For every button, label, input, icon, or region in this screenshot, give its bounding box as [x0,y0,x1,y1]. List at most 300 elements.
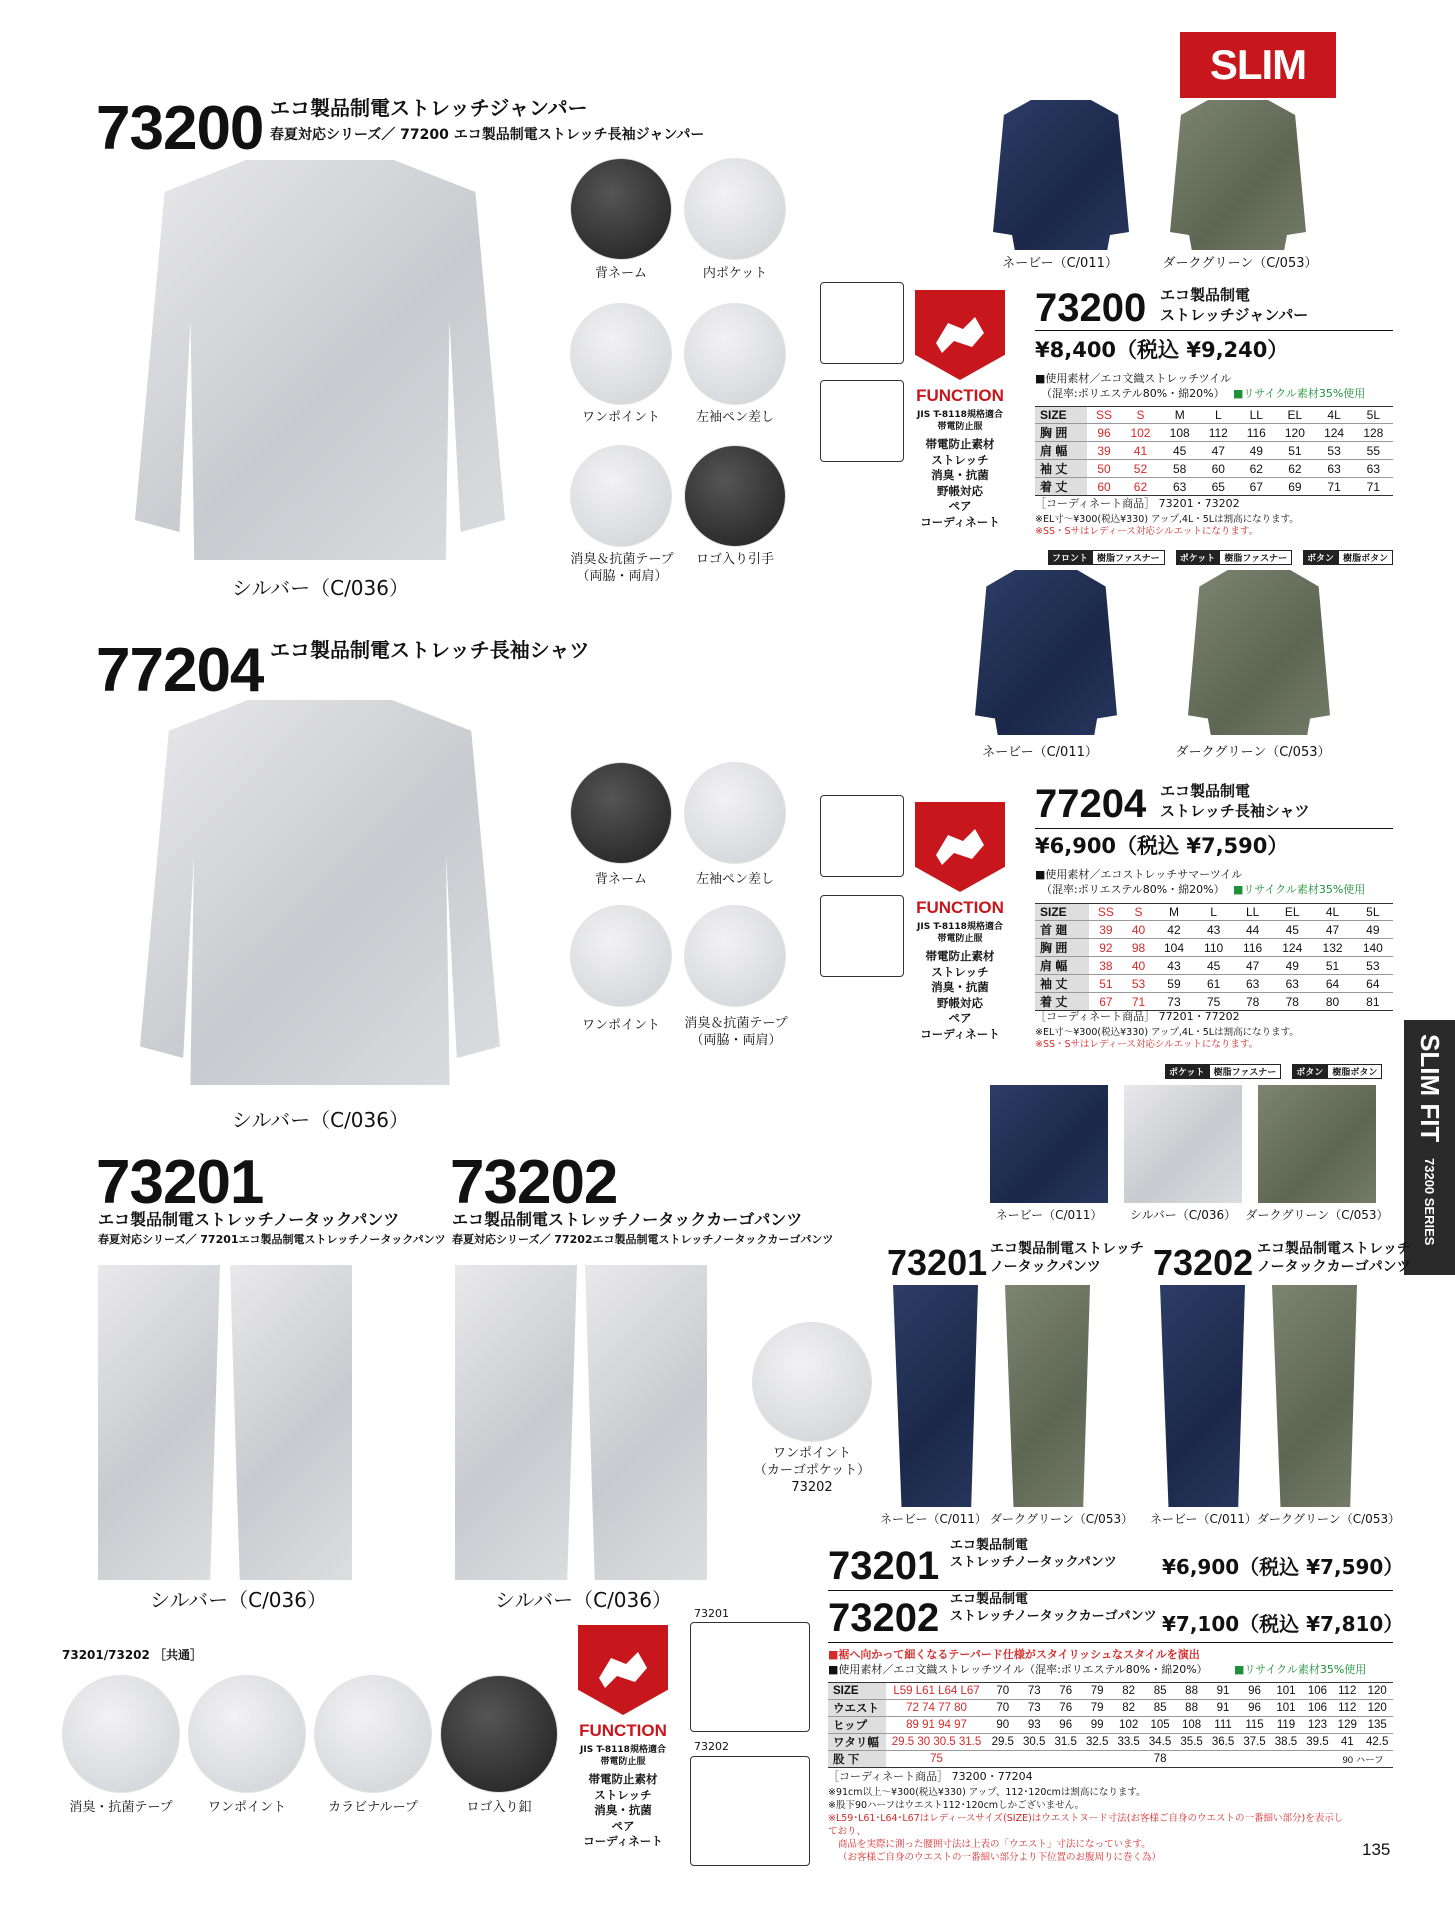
jumper-spec-name: エコ製品制電 ストレッチジャンパー [1160,286,1309,324]
shirt-olive-image [1188,570,1330,735]
detail-label: 背ネーム [594,266,647,281]
table-cell: 124 [1314,424,1353,442]
table-cell: 53 [1123,975,1154,993]
detail-cargo-onepoint-image [752,1322,872,1442]
swatch-label: シルバー（C/036） [1129,1208,1237,1222]
pants-material: ■使用素材／エコ文織ストレッチツイル（混率:ポリエステル80%・綿20%） [828,1663,1208,1676]
table-cell: 5L [1353,904,1393,921]
page-number: 135 [1362,1840,1391,1859]
side-tab-label: SLIM FIT [1415,1034,1445,1143]
detail-label: ワンポイント [207,1800,286,1815]
table-cell: 63 [1354,460,1393,478]
table-cell: 140 [1353,939,1393,957]
table-cell: 49 [1237,442,1275,460]
detail-label: 背ネーム [594,872,647,887]
shirt-coordinate: ［コーディネート商品］ 77201・77202 [1035,1010,1240,1023]
jumper-series-note: 春夏対応シリーズ／ 77200 エコ製品制電ストレッチ長袖ジャンパー [270,127,705,143]
detail-label: ロゴ入り釦 [466,1800,532,1815]
table-cell: M [1154,904,1194,921]
table-cell: 135 [1361,1717,1393,1734]
shirt-spec-name: エコ製品制電 ストレッチ長袖シャツ [1160,782,1310,820]
function-list: 帯電防止素材 ストレッチ 消臭・抗菌 野帳対応 ペア コーディネート [920,949,1000,1041]
table-cell: 96 [1050,1717,1081,1734]
detail-label: 消臭・抗菌テープ [69,1800,173,1815]
table-cell: 45 [1272,921,1312,939]
pants2-price: ¥7,100（税込 ¥7,810） [1162,1612,1404,1636]
pants1-back-image [230,1265,352,1580]
spec-tag: ボタン [1292,1064,1327,1079]
function-title: FUNCTION [916,386,1004,405]
table-cell: 51 [1275,442,1314,460]
table-cell: 股 下 [828,1751,886,1768]
table-cell: 104 [1154,939,1194,957]
table-cell: 4L [1312,904,1352,921]
pants-note-red: ※L59･L61･L64･L67はレディースサイズ(SIZE)はウエストヌード寸法(お客様ご自身のウエストの一番細い部分)を表示しており、 [828,1813,1344,1837]
shirt-note-red: ※SS・Sサはレディース対応シルエットになります。 [1035,1039,1259,1050]
detail-pen-holder-image [684,303,786,405]
detail-pen-holder-image [684,762,786,864]
table-cell: 120 [1361,1683,1393,1700]
table-cell: 108 [1176,1717,1207,1734]
pants1-front-image [98,1265,220,1580]
pants2-series-note: 春夏対応シリーズ／ 77202エコ製品制電ストレッチノータックカーゴパンツ [452,1233,834,1246]
table-cell: 45 [1194,957,1233,975]
detail-label: ロゴ入り引手 [695,552,774,567]
pants2-variant-code: 73202 [1153,1242,1254,1283]
spec-tag: ポケット [1165,1064,1209,1079]
table-cell: 73 [1019,1700,1050,1717]
spec-tag: 樹脂ファスナー [1092,550,1165,565]
table-cell: 70 [987,1700,1018,1717]
fabric-navy-swatch [990,1085,1108,1203]
pants-note: ※股下90ハーフはウエスト112･120cmしかございません。 [828,1800,1085,1811]
table-cell: S [1123,904,1154,921]
table-cell: 49 [1272,957,1312,975]
table-cell: M [1160,407,1199,424]
table-cell: 64 [1312,975,1352,993]
shirt-front-sketch [820,795,904,877]
cargo-onepoint-label: ワンポイント （カーゴポケット） 73202 [753,1446,871,1495]
table-cell: 85 [1144,1700,1175,1717]
spec-tag: ボタン [1303,550,1338,565]
table-cell: 79 [1081,1683,1112,1700]
table-cell: 51 [1312,957,1352,975]
pants1-sketch [690,1622,810,1732]
shirt-back-sketch [820,895,904,977]
jumper-back-sketch [820,380,904,462]
fabric-olive-swatch [1258,1085,1376,1203]
table-cell: 78 [987,1751,1333,1768]
detail-one-point-image [570,905,672,1007]
table-cell: 112 [1333,1700,1361,1717]
table-cell: 47 [1199,442,1237,460]
table-cell: 47 [1312,921,1352,939]
detail-label: ワンポイント [581,1018,660,1033]
table-cell: 63 [1314,460,1353,478]
table-cell: 85 [1144,1683,1175,1700]
table-cell: 75 [1194,993,1233,1011]
variant-color: ネービー（C/011） [982,745,1098,760]
table-cell: 42 [1154,921,1194,939]
jumper-navy-image [993,100,1129,250]
detail-one-point-image [570,303,672,405]
table-cell: 袖 丈 [1035,460,1087,478]
table-cell: 71 [1123,993,1154,1011]
table-cell: 70 [987,1683,1018,1700]
table-cell: 73 [1154,993,1194,1011]
table-cell: 78 [1233,993,1272,1011]
dragon-logo-icon [915,802,1005,892]
table-cell: 45 [1160,442,1199,460]
table-cell: 93 [1019,1717,1050,1734]
common-details-label: 73201/73202 ［共通］ [62,1648,203,1662]
table-cell: 39 [1089,921,1124,939]
detail-tape-image [684,905,786,1007]
shirt-note: ※EL寸～¥300(税込¥330) アップ,4L・5Lは割高になります。 [1035,1027,1299,1038]
table-cell: 78 [1272,993,1312,1011]
pants2-front-image [455,1265,577,1580]
table-cell: 63 [1160,478,1199,496]
shirt-main-color: シルバー（C/036） [232,1108,409,1132]
table-cell: 73 [1019,1683,1050,1700]
table-cell: 91 [1207,1700,1238,1717]
shirt-spec-code: 77204 [1035,782,1147,826]
table-cell: 49 [1353,921,1393,939]
table-cell: 120 [1361,1700,1393,1717]
table-cell: 81 [1353,993,1393,1011]
table-cell: 38.5 [1270,1734,1301,1751]
detail-label: 消臭＆抗菌テープ （両脇・両肩） [570,552,674,584]
table-cell: 71 [1354,478,1393,496]
variant-color: ダークグリーン（C/053） [1175,745,1331,760]
table-cell: 96 [1239,1683,1270,1700]
pants1-name: エコ製品制電ストレッチノータックパンツ [98,1210,400,1229]
pants-coordinate: ［コーディネート商品］ 73200・77204 [828,1770,1033,1783]
jumper-price: ¥8,400（税込 ¥9,240） [1035,338,1289,362]
divider [1035,828,1393,829]
fabric-silver-swatch [1124,1085,1242,1203]
pants-size-table [828,1682,1393,1768]
pants2-price-name: エコ製品制電 ストレッチノータックカーゴパンツ [950,1592,1157,1624]
pants2-variant-name: エコ製品制電ストレッチ ノータックカーゴパンツ [1257,1241,1411,1276]
table-cell: 120 [1275,424,1314,442]
table-cell: 76 [1050,1683,1081,1700]
variant-color: ネービー（C/011） [1150,1512,1257,1526]
spec-tag: 樹脂ファスナー [1209,1064,1282,1079]
table-cell: 111 [1207,1717,1238,1734]
table-cell: 37.5 [1239,1734,1270,1751]
pants1-price: ¥6,900（税込 ¥7,590） [1162,1555,1404,1579]
table-cell: 123 [1302,1717,1333,1734]
table-cell: 96 [1239,1700,1270,1717]
table-cell: 105 [1144,1717,1175,1734]
jumper-name: エコ製品制電ストレッチジャンパー [270,96,588,120]
table-cell: SS [1089,904,1124,921]
table-cell: 63 [1233,975,1272,993]
table-cell: 116 [1233,939,1272,957]
table-cell: 胸 囲 [1035,939,1089,957]
table-cell: 5L [1354,407,1393,424]
table-cell: 108 [1160,424,1199,442]
table-cell: 124 [1272,939,1312,957]
table-cell: 69 [1275,478,1314,496]
detail-label: 内ポケット [702,266,768,281]
table-cell: 112 [1199,424,1237,442]
table-cell: 36.5 [1207,1734,1238,1751]
table-cell: 76 [1050,1700,1081,1717]
table-cell: 39.5 [1302,1734,1333,1751]
shirt-price: ¥6,900（税込 ¥7,590） [1035,834,1289,858]
table-cell: 67 [1089,993,1124,1011]
shirt-recycle: ■リサイクル素材35%使用 [1233,883,1366,896]
pants2-olive-image [1272,1285,1357,1507]
divider [1035,330,1393,331]
divider [828,1590,1393,1591]
table-cell: 32.5 [1081,1734,1112,1751]
table-cell: 65 [1199,478,1237,496]
table-cell: 106 [1302,1683,1333,1700]
spec-tag: フロント [1048,550,1092,565]
table-cell: 128 [1354,424,1393,442]
table-cell: SIZE [1035,407,1087,424]
table-cell: 35.5 [1176,1734,1207,1751]
table-cell: 袖 丈 [1035,975,1089,993]
table-cell: 79 [1081,1700,1112,1717]
table-cell: 88 [1176,1700,1207,1717]
table-cell: 102 [1121,424,1160,442]
spec-tag: 樹脂ボタン [1338,550,1393,565]
sketch-label: 73202 [694,1740,729,1753]
pants2-sketch [690,1756,810,1866]
jumper-material: ■使用素材／エコ文織ストレッチツイル [1035,372,1232,385]
detail-logo-puller-image [684,445,786,547]
table-cell: L59 L61 L64 L67 [886,1683,987,1700]
table-cell: ウエスト [828,1700,886,1717]
table-cell: 80 [1312,993,1352,1011]
detail-label: ワンポイント [581,410,660,425]
table-cell: 34.5 [1144,1734,1175,1751]
detail-tape-image [62,1675,180,1793]
table-cell: 62 [1237,460,1275,478]
pants2-code: 73202 [450,1148,618,1217]
pants2-price-code: 73202 [828,1596,940,1640]
table-cell: 71 [1314,478,1353,496]
table-cell: 50 [1087,460,1121,478]
jumper-olive-image [1170,100,1306,250]
jumper-main-color: シルバー（C/036） [232,576,409,600]
variant-color: ダークグリーン（C/053） [990,1512,1134,1526]
table-cell: ワタリ幅 [828,1734,886,1751]
table-cell: 着 丈 [1035,993,1089,1011]
jumper-coordinate: ［コーディネート商品］ 73201・73202 [1035,497,1240,510]
table-cell: 63 [1272,975,1312,993]
pants-note-red: 商品を実際に測った腰囲寸法は上表の「ウエスト」寸法になっています。 [838,1839,1151,1850]
table-cell: 31.5 [1050,1734,1081,1751]
table-cell: S [1121,407,1160,424]
dragon-logo-icon [578,1625,668,1715]
table-cell: 30.5 [1019,1734,1050,1751]
table-cell: EL [1272,904,1312,921]
jumper-note: ※EL寸～¥300(税込¥330) アップ,4L・5Lは割高になります。 [1035,514,1299,525]
table-cell: 首 廻 [1035,921,1089,939]
table-cell: LL [1237,407,1275,424]
table-cell: SS [1087,407,1121,424]
detail-label: カラビナループ [328,1800,418,1815]
pants1-variant-code: 73201 [887,1242,988,1283]
table-cell: 47 [1233,957,1272,975]
jumper-recycle: ■リサイクル素材35%使用 [1233,387,1366,400]
table-cell: 41 [1121,442,1160,460]
pants2-name: エコ製品制電ストレッチノータックカーゴパンツ [452,1210,803,1229]
slim-fit-badge: SLIM [1180,32,1336,98]
sketch-label: 73201 [694,1607,729,1620]
pants2-back-image [585,1265,707,1580]
function-title: FUNCTION [579,1721,667,1740]
table-cell: ヒップ [828,1717,886,1734]
table-cell: 115 [1239,1717,1270,1734]
table-cell: LL [1233,904,1272,921]
pants2-main-color: シルバー（C/036） [495,1588,672,1612]
table-cell: 58 [1160,460,1199,478]
table-cell: 75 [886,1751,987,1768]
jumper-material-ratio: （混率:ポリエステル80%・綿20%） [1041,387,1225,400]
dragon-logo-icon [915,290,1005,380]
detail-one-point-image [188,1675,306,1793]
pants1-code: 73201 [96,1148,264,1217]
table-cell: 40 [1123,921,1154,939]
table-cell: 129 [1333,1717,1361,1734]
table-cell: 41 [1333,1734,1361,1751]
variant-color: ダークグリーン（C/053） [1162,256,1318,271]
table-cell: 99 [1081,1717,1112,1734]
table-cell: 101 [1270,1683,1301,1700]
function-jis: JIS T-8118規格適合 帯電防止服 [917,410,1003,432]
shirt-size-table [1035,903,1393,1011]
table-cell: 106 [1302,1700,1333,1717]
table-cell: 43 [1154,957,1194,975]
jumper-front-sketch [820,282,904,364]
table-cell: 101 [1270,1700,1301,1717]
shirt-material: ■使用素材／エコストレッチサマーツイル [1035,868,1243,881]
detail-label: 左袖ペン差し [695,410,774,425]
detail-inner-pocket-image [684,158,786,260]
pants-note-red: （お客様ご自身のウエストの一番細い部分より下位置のお腹周りに巻く為） [838,1852,1162,1863]
table-cell: 119 [1270,1717,1301,1734]
variant-color: ネービー（C/011） [880,1512,987,1526]
table-cell: 90 ハーフ [1333,1751,1393,1768]
table-cell: 82 [1113,1683,1144,1700]
table-cell: 67 [1237,478,1275,496]
detail-back-name-image [570,762,672,864]
table-cell: L [1199,407,1237,424]
table-cell: 29.5 [987,1734,1018,1751]
table-cell: 55 [1354,442,1393,460]
table-cell: 110 [1194,939,1233,957]
spec-tag: 樹脂ボタン [1327,1064,1382,1079]
detail-label: 消臭＆抗菌テープ （両脇・両肩） [684,1016,788,1048]
spec-tag: ポケット [1176,550,1220,565]
detail-carabiner-loop-image [314,1675,432,1793]
table-cell: 40 [1123,957,1154,975]
function-jis: JIS T-8118規格適合 帯電防止服 [580,1745,666,1767]
spec-tag: 樹脂ファスナー [1219,550,1292,565]
table-cell: 112 [1333,1683,1361,1700]
table-cell: 肩 幅 [1035,957,1089,975]
jumper-size-table [1035,406,1393,496]
table-cell: 53 [1353,957,1393,975]
variant-color: ダークグリーン（C/053） [1257,1512,1401,1526]
table-cell: 29.5 30 30.5 31.5 [886,1734,987,1751]
table-cell: L [1194,904,1233,921]
table-cell: 51 [1089,975,1124,993]
table-cell: 胸 囲 [1035,424,1087,442]
jumper-spec-code: 73200 [1035,286,1147,330]
table-cell: 62 [1275,460,1314,478]
pants1-series-note: 春夏対応シリーズ／ 77201エコ製品制電ストレッチノータックパンツ [98,1233,446,1246]
table-cell: 62 [1121,478,1160,496]
table-cell: 92 [1089,939,1124,957]
table-cell: 43 [1194,921,1233,939]
shirt-silver-image [140,700,500,1085]
table-cell: 88 [1176,1683,1207,1700]
table-cell: 102 [1113,1717,1144,1734]
table-cell: 59 [1154,975,1194,993]
function-title: FUNCTION [916,898,1004,917]
table-cell: 着 丈 [1035,478,1087,496]
table-cell: 39 [1087,442,1121,460]
detail-back-name-image [570,158,672,260]
function-panel [578,1625,668,1850]
table-cell: SIZE [1035,904,1089,921]
pants-note: ※91cm以上～¥300(税込¥330) アップ、112･120cmは割高になります。 [828,1787,1146,1798]
table-cell: 91 [1207,1683,1238,1700]
jumper-tags [1048,546,1399,565]
detail-tape-image [570,445,672,547]
table-cell: 116 [1237,424,1275,442]
table-cell: 64 [1353,975,1393,993]
divider [828,1642,1393,1643]
detail-logo-button-image [440,1675,558,1793]
pants1-navy-image [893,1285,978,1507]
table-cell: EL [1275,407,1314,424]
table-cell: 53 [1314,442,1353,460]
table-cell: 38 [1089,957,1124,975]
table-cell: 72 74 77 80 [886,1700,987,1717]
pants-recycle: ■リサイクル素材35%使用 [1234,1663,1367,1676]
pants2-navy-image [1160,1285,1245,1507]
table-cell: 52 [1121,460,1160,478]
function-panel [915,802,1005,1042]
shirt-name: エコ製品制電ストレッチ長袖シャツ [270,638,590,662]
table-cell: 90 [987,1717,1018,1734]
table-cell: 96 [1087,424,1121,442]
jumper-silver-image [135,160,505,560]
table-cell: 89 91 94 97 [886,1717,987,1734]
table-cell: 61 [1194,975,1233,993]
pants1-olive-image [1005,1285,1090,1507]
table-cell: 42.5 [1361,1734,1393,1751]
table-cell: 44 [1233,921,1272,939]
function-list: 帯電防止素材 ストレッチ 消臭・抗菌 野帳対応 ペア コーディネート [920,437,1000,529]
swatch-label: ダークグリーン（C/053） [1245,1208,1389,1222]
table-cell: 60 [1087,478,1121,496]
side-tab-series: 73200 SERIES [1422,1158,1437,1246]
function-jis: JIS T-8118規格適合 帯電防止服 [917,922,1003,944]
table-cell: 60 [1199,460,1237,478]
table-cell: 33.5 [1113,1734,1144,1751]
shirt-tags [1165,1060,1388,1079]
pants1-price-name: エコ製品制電 ストレッチノータックパンツ [950,1538,1117,1570]
